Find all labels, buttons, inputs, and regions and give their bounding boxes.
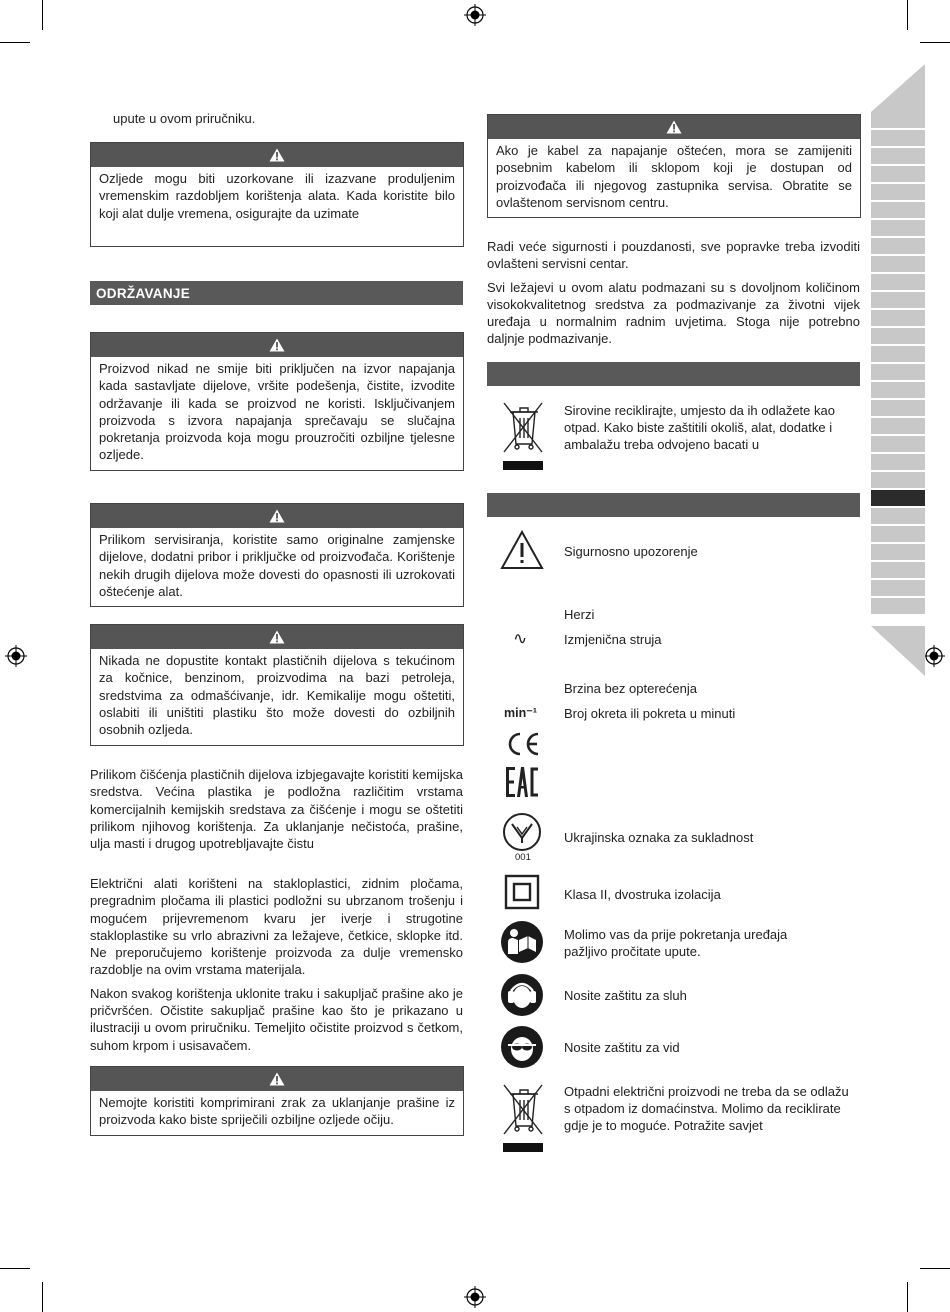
class-ii-insulation-icon — [504, 874, 540, 910]
section-heading-symbols — [487, 493, 860, 517]
language-tab — [871, 346, 925, 362]
weee-label: Otpadni električni proizvodi ne treba da se odlažu s otpadom iz domaćinstva. Molimo da reciklirate gdje je to moguće. Potražite savjet — [564, 1084, 849, 1133]
read-manual-icon — [500, 920, 544, 964]
eye-protection-label: Nosite zaštitu za vid — [564, 1040, 680, 1055]
recycle-text: Sirovine reciklirajte, umjesto da ih odlažete kao otpad. Kako biste zaštitili okoliš, alat, dodatke i ambalažu treba odvojeno bacati u — [564, 403, 835, 452]
ac-label: Izmjenična struja — [564, 632, 662, 647]
language-tab — [871, 454, 925, 470]
ce-mark-icon — [504, 731, 542, 757]
language-tab — [871, 472, 925, 488]
read-manual-label: Molimo vas da prije pokretanja uređaja pažljivo pročitate upute. — [564, 927, 788, 959]
warning-header — [91, 625, 463, 649]
language-tab-active — [871, 490, 925, 506]
language-tab — [871, 418, 925, 434]
language-tab — [871, 148, 925, 164]
warning-triangle-icon — [269, 148, 285, 162]
registration-mark-icon — [5, 645, 27, 667]
registration-mark-icon — [923, 645, 945, 667]
warning-header — [91, 1067, 463, 1091]
crop-mark — [920, 1268, 950, 1269]
language-tab — [871, 184, 925, 200]
crop-mark — [0, 42, 30, 43]
language-tab — [871, 400, 925, 416]
language-tab — [871, 220, 925, 236]
side-tab-triangle-bottom — [871, 626, 925, 676]
language-tab — [871, 238, 925, 254]
rpm-unit-icon: min⁻¹ — [504, 706, 537, 720]
paragraph: Nakon svakog korištenja uklonite traku i sakupljač prašine ako je pričvršćen. Očistite sakupljač prašine kao što je prikazano u ilustraciji u ovom priručniku. Temeljito očistite proizvod s četkom, suhom krpom i usisavačem. — [90, 985, 463, 1053]
language-tab — [871, 436, 925, 452]
crop-mark — [0, 1268, 30, 1269]
safety-warning-icon — [500, 530, 544, 570]
warning-box — [90, 624, 464, 746]
warning-header — [91, 333, 463, 357]
language-tab — [871, 328, 925, 344]
warning-text: Prilikom servisiranja, koristite samo originalne zamjenske dijelove, dodatni pribor i priključke od proizvođača. Korištenje nekih drugih dijelova može dovesti do opasnosti ili uzrokovati oštećenje alat. — [99, 532, 455, 599]
language-tab — [871, 202, 925, 218]
warning-header — [488, 115, 860, 139]
warning-box — [487, 114, 861, 218]
language-tab — [871, 598, 925, 614]
ear-protection-label: Nosite zaštitu za sluh — [564, 988, 687, 1003]
service-paragraph — [487, 238, 860, 354]
section-heading-environment — [487, 362, 860, 386]
language-tab — [871, 292, 925, 308]
language-tab — [871, 364, 925, 380]
ukraine-conformity-icon — [502, 812, 542, 852]
warning-box — [90, 503, 464, 607]
cleaning-paragraph — [90, 766, 463, 858]
language-tab — [871, 256, 925, 272]
ukraine-code: 001 — [515, 852, 531, 863]
ear-protection-icon — [500, 973, 544, 1017]
warning-triangle-icon — [269, 338, 285, 352]
registration-mark-icon — [464, 1286, 486, 1308]
language-tab — [871, 508, 925, 524]
section-heading-maintenance: ODRŽAVANJE — [90, 281, 463, 305]
crossed-bin-icon — [501, 400, 545, 472]
paragraph: Električni alati korišteni na stakloplastici, zidnim pločama, pregradnim pločama ili plastici podložni su ubrzanom trošenju i mogućem prijevremenom kvaru jer iverje i strugotine stakloplastike su vrlo abrazivni za ležajeve, četkice, sklopke itd. Ne preporučujemo korištenje proizvoda za dulje vremensko razdoblje na ovim vrstama materijala. — [90, 876, 463, 978]
warning-triangle-icon — [269, 1072, 285, 1086]
language-tab — [871, 130, 925, 146]
fiberglass-paragraph — [90, 875, 463, 1060]
hertz-label: Herzi — [564, 607, 595, 622]
eac-mark-icon — [505, 766, 539, 798]
language-tab — [871, 544, 925, 560]
eye-protection-icon — [500, 1025, 544, 1069]
warning-header — [91, 143, 463, 167]
paragraph: Svi ležajevi u ovom alatu podmazani su s dovoljnom količinom visokokvalitetnog sredstva za podmazivanje za životni vijek uređaja u normalnim radnim uvjetima. Stoga nije potrebno daljnje podmazivanje. — [487, 279, 860, 347]
warning-triangle-icon — [269, 630, 285, 644]
ukraine-label: Ukrajinska oznaka za sukladnost — [564, 830, 754, 845]
class-ii-label: Klasa II, dvostruka izolacija — [564, 887, 721, 902]
crop-mark — [907, 1282, 908, 1312]
language-tab — [871, 382, 925, 398]
warning-text: Ozljede mogu biti uzorkovane ili izazvane produljenim vremenskim razdobljem korištenja alata. Kada koristite bilo koji alat dulje vremena, osigurajte da uzimate — [99, 171, 455, 221]
warning-triangle-icon — [666, 120, 682, 134]
crop-mark — [42, 1282, 43, 1312]
crop-mark — [42, 0, 43, 30]
ac-icon: ∿ — [513, 629, 528, 648]
safety-warning-label: Sigurnosno upozorenje — [564, 544, 698, 559]
weee-crossed-bin-icon — [501, 1082, 545, 1154]
language-tab — [871, 580, 925, 596]
paragraph: Prilikom čišćenja plastičnih dijelova izbjegavajte koristiti kemijska sredstva. Većina plastika je podložna različitim vrstama komercijalnih kemijskih sredstava za čišćenje i mogu se oštetiti prilikom njihovog korištenja. Za uklanjanje nečistoća, prašine, ulja masti i drugog upotrebljavajte čistu — [90, 767, 463, 852]
warning-text: Nikada ne dopustite kontakt plastičnih dijelova s tekućinom za kočnice, benzinom, proizvodima na bazi petroleja, sredstvima za odmašćivanje, idr. Kemikalije mogu oštetiti, oslabiti ili uništiti plastiku što može dovesti do ozbiljnih osobnih ozljeda. — [99, 653, 455, 738]
language-tab — [871, 112, 925, 128]
warning-box — [90, 332, 464, 471]
language-tab — [871, 274, 925, 290]
language-tab — [871, 166, 925, 182]
side-tab-triangle-top — [871, 64, 925, 114]
warning-header — [91, 504, 463, 528]
language-tabs — [871, 112, 925, 616]
crop-mark — [920, 42, 950, 43]
warning-text: Nemojte koristiti komprimirani zrak za uklanjanje prašine iz proizvoda kako biste spriječili ozbiljne ozljede očiju. — [99, 1095, 455, 1128]
warning-box — [90, 142, 464, 247]
crop-mark — [907, 0, 908, 30]
intro-text: upute u ovom priručniku. — [113, 111, 256, 126]
language-tab — [871, 310, 925, 326]
no-load-speed-label: Brzina bez opterećenja — [564, 681, 697, 696]
registration-mark-icon — [464, 4, 486, 26]
language-tab — [871, 526, 925, 542]
warning-box — [90, 1066, 464, 1136]
warning-text: Ako je kabel za napajanje oštećen, mora se zamijeniti posebnim kabelom ili sklopom koji je dostupan od proizvođača ili njegovog zastupnika servisa. Obratite se ovlaštenom servisnom centru. — [496, 143, 852, 210]
rpm-label: Broj okreta ili pokreta u minuti — [564, 706, 736, 721]
language-tab — [871, 562, 925, 578]
warning-triangle-icon — [269, 509, 285, 523]
paragraph: Radi veće sigurnosti i pouzdanosti, sve popravke treba izvoditi ovlašteni servisni centar. — [487, 239, 860, 272]
warning-text: Proizvod nikad ne smije biti priključen na izvor napajanja kada sastavljate dijelove, vršite podešenja, čistite, izvodite održavanje ili kada se proizvod ne koristi. Isključivanjem proizvoda s izvora napajanja sprečavaju se slučajna pokretanja proizvoda koja mogu prouzročiti ozbiljne tjelesne ozljede. — [99, 361, 455, 463]
